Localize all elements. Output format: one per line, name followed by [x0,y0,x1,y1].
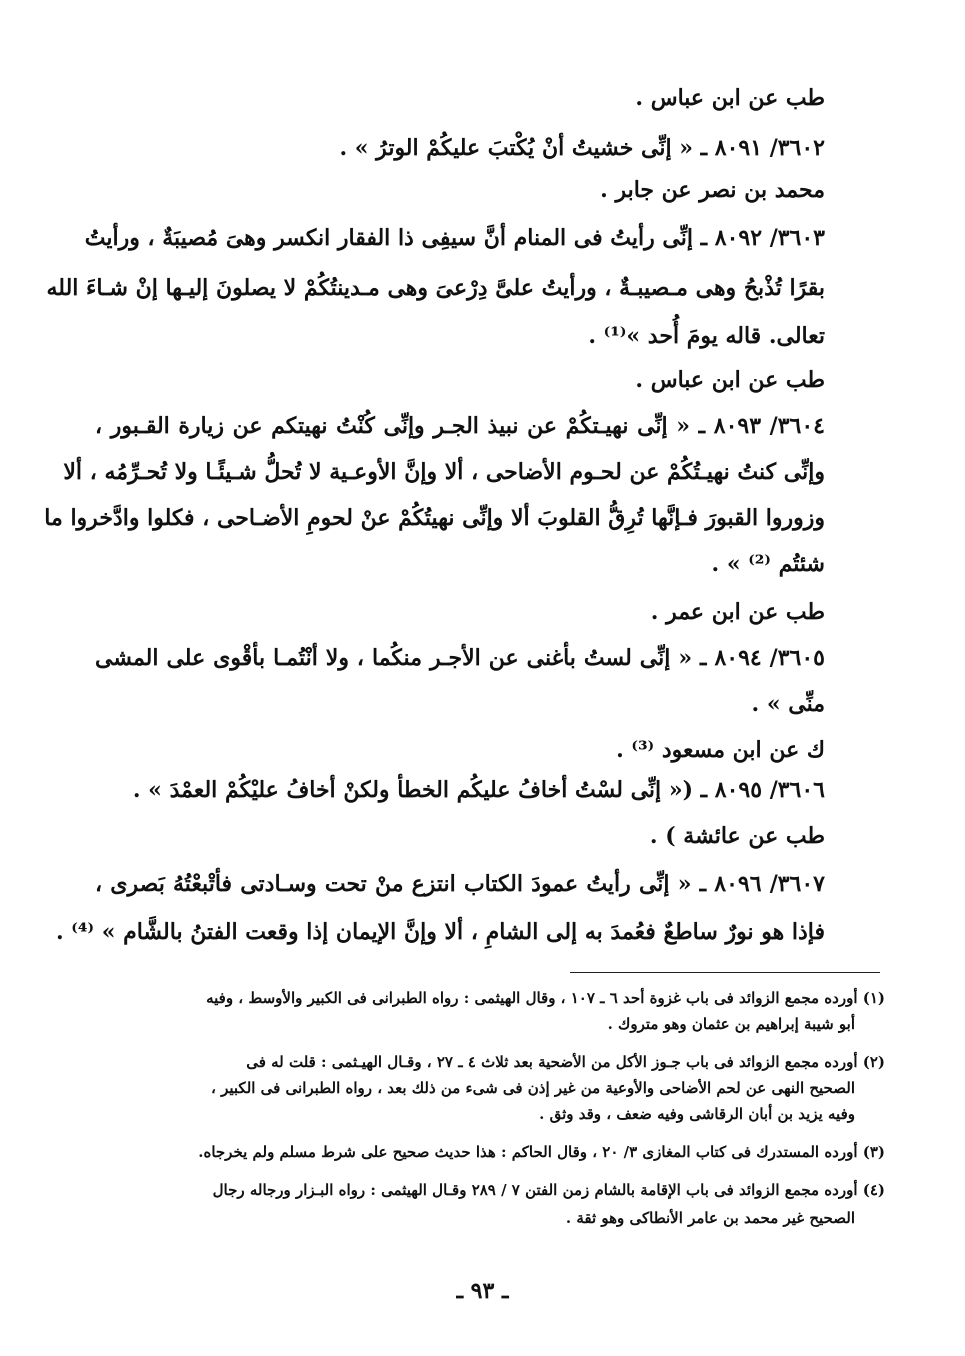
hadith-line: فإذا هو نورٌ ساطعٌ فعُمدَ به إلى الشامِ ، ألا وإنَّ الإيمان إذا وقعت الفتنُ بالشَّام » ⁽⁴⁾ . [55,919,825,945]
footnote-divider [570,972,880,973]
hadith-line: وزوروا القبورَ فـإنَّها تُرِقُّ القلوبَ ألا وإنِّى نهيتُكُمْ عنْ لحومِ الأضـاحى ، فكلوا وادَّخروا ما [44,505,825,531]
hadith-line: بقرًا تُذْبحُ وهى مـصيبـةٌ ، ورأيتُ علىَّ دِرْعىَ وهى مـدينتُكُمْ لا يصلونَ إليـها إنْ شـاءَ الله [46,275,825,301]
footnote-line: (١) أورده مجمع الزوائد فى باب غزوة أحد ٦ ـ ١٠٧ ، وقال الهيثمى : رواه الطبرانى فى الكبير والأوسط ، وفيه [206,989,885,1007]
footnote-line: وفيه يزيد بن أبان الرقاشى وفيه ضعف ، وقد وثق . [539,1105,855,1123]
hadith-line: ٣٦٠٦/ ٨٠٩٥ ـ (« إنِّى لسْتُ أخافُ عليكُم الخطأ ولكنْ أخافُ عليْكُمْ العمْدَ » . [132,777,825,803]
footnote-line: أبو شيبة إبراهيم بن عثمان وهو متروك . [607,1015,855,1033]
source-line: طب عن ابن عمر . [650,599,825,625]
source-line: طب عن عائشة ) . [649,823,825,849]
footnote-line: الصحيح النهى عن لحم الأضاحى والأوعية من غير إذن فى شىء من ذلك بعد ، رواه الطبرانى فى الكبير ، [211,1079,855,1097]
source-line: طب عن ابن عباس . [635,367,825,393]
source-line: محمد بن نصر عن جابر . [600,177,825,203]
footnote-line: (٤) أورده مجمع الزوائد فى باب الإقامة بالشام زمن الفتن ٧ / ٢٨٩ وقـال الهيثمى : رواه البـزار ورجاله رجال [212,1181,885,1199]
footnote-line: (٢) أورده مجمع الزوائد فى باب جـوز الأكل من الأضحية بعد ثلاث ٤ ـ ٢٧ ، وقـال الهيـثمى : قلت له فى [246,1053,885,1071]
source-line: طب عن ابن عباس . [635,85,825,111]
footnote-line: الصحيح غير محمد بن عامر الأنطاكى وهو ثقة . [565,1209,855,1227]
hadith-line: ٣٦٠٢/ ٨٠٩١ ـ « إنِّى خشيتُ أنْ يُكْتبَ عليكُمْ الوترُ » . [339,135,825,161]
hadith-line: ٣٦٠٣/ ٨٠٩٢ ـ إنِّى رأيتُ فى المنام أنَّ سيفِى ذا الفقار انكسر وهىَ مُصيبَةٌ ، ورأيتُ [84,225,825,251]
hadith-line: ٣٦٠٧/ ٨٠٩٦ ـ « إنِّى رأيتُ عمودَ الكتاب انتزع منْ تحت وسـادتى فأتْبعْتُهُ بَصرى ، [95,871,825,897]
hadith-line: ٣٦٠٤/ ٨٠٩٣ ـ « إنِّى نهيـتكُمْ عن نبيذ الجـر وإنِّى كُنْتُ نهيتكم عن زيارة القـبور ، [95,413,825,439]
hadith-line: وإنِّى كنتُ نهيـتُكُمْ عن لحـوم الأضاحى ، ألا وإنَّ الأوعـية لا تُحلُّ شـيئًـا ولا تُحـرِّمُه ، ألا [63,459,825,485]
hadith-line: شئتُم ⁽²⁾ » . [711,551,825,577]
page-number: ـ ٩٣ ـ [456,1278,509,1304]
footnote-line: (٣) أورده المستدرك فى كتاب المغازى ٣/ ٢٠ ، وقال الحاكم : هذا حديث صحيح على شرط مسلم ولم يخرجاه. [198,1143,885,1161]
hadith-line: منِّى » . [751,691,825,717]
hadith-line: ٣٦٠٥/ ٨٠٩٤ ـ « إنِّى لستُ بأغنى عن الأجـر منكُما ، ولا أنْتُمـا بأقْوى على المشى [95,645,825,671]
source-line: ك عن ابن مسعود ⁽³⁾ . [616,737,825,763]
hadith-line: تعالى. قاله يومَ أُحد »⁽¹⁾ . [588,323,825,349]
